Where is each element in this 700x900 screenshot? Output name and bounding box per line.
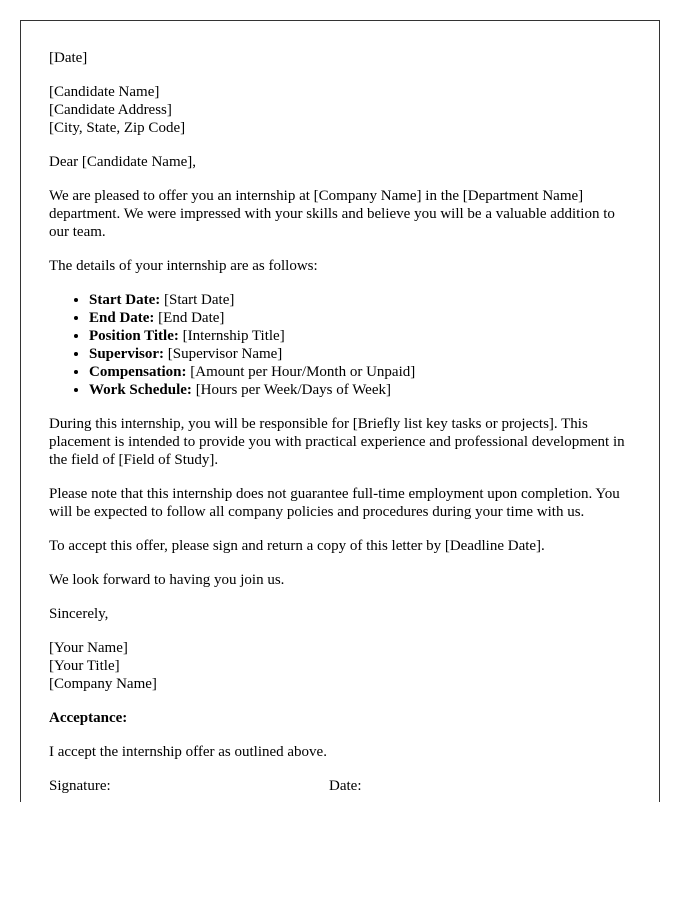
letter-page <box>20 20 660 802</box>
detail-item-end-date <box>89 309 631 327</box>
detail-item-position-title <box>89 327 631 345</box>
detail-label: Work Schedule: <box>89 382 192 398</box>
details-intro: The details of your internship are as follows: <box>49 258 318 274</box>
salutation: Dear [Candidate Name], <box>49 154 197 170</box>
closing: Sincerely, <box>49 606 109 622</box>
detail-value: [Hours per Week/Days of Week] <box>195 382 391 398</box>
recipient-address: [Candidate Address] <box>49 102 172 118</box>
detail-label: Supervisor: <box>89 346 164 362</box>
letter-content <box>49 49 631 795</box>
detail-value: [Internship Title] <box>182 328 285 344</box>
accept-instructions: To accept this offer, please sign and return a copy of this letter by [Deadline Date]. <box>49 538 545 554</box>
recipient-block <box>49 83 631 137</box>
recipient-name: [Candidate Name] <box>49 84 160 100</box>
signature-label: Signature: <box>49 778 111 794</box>
sender-block <box>49 639 631 693</box>
note-paragraph: Please note that this internship does not guarantee full-time employment upon completion. You will be expected to follow all company policies and procedures during your time with us. <box>49 486 620 520</box>
detail-label: Compensation: <box>89 364 187 380</box>
detail-label: End Date: <box>89 310 155 326</box>
signature-date-label: Date: <box>329 778 362 794</box>
detail-label: Start Date: <box>89 292 161 308</box>
intro-paragraph: We are pleased to offer you an internship at [Company Name] in the [Department Name] department. We were impressed with your skills and believe you will be a valuable addition to our team. <box>49 188 615 240</box>
letter-date: [Date] <box>49 50 88 66</box>
detail-value: [Amount per Hour/Month or Unpaid] <box>190 364 416 380</box>
detail-item-supervisor <box>89 345 631 363</box>
sender-title: [Your Title] <box>49 658 120 674</box>
recipient-city-line: [City, State, Zip Code] <box>49 120 186 136</box>
detail-value: [End Date] <box>158 310 225 326</box>
detail-item-work-schedule <box>89 381 631 399</box>
closing-line: We look forward to having you join us. <box>49 572 285 588</box>
acceptance-statement: I accept the internship offer as outlined above. <box>49 744 327 760</box>
sender-name: [Your Name] <box>49 640 128 656</box>
detail-value: [Supervisor Name] <box>167 346 283 362</box>
detail-item-compensation <box>89 363 631 381</box>
details-list <box>49 291 631 399</box>
acceptance-heading: Acceptance: <box>49 710 128 726</box>
sender-company: [Company Name] <box>49 676 157 692</box>
detail-label: Position Title: <box>89 328 179 344</box>
detail-item-start-date <box>89 291 631 309</box>
signature-row <box>49 777 631 795</box>
detail-value: [Start Date] <box>163 292 235 308</box>
responsibilities-paragraph: During this internship, you will be responsible for [Briefly list key tasks or projects]. This placement is intended to provide you with practical experience and professional development in the field of [Field of Study]. <box>49 416 625 468</box>
